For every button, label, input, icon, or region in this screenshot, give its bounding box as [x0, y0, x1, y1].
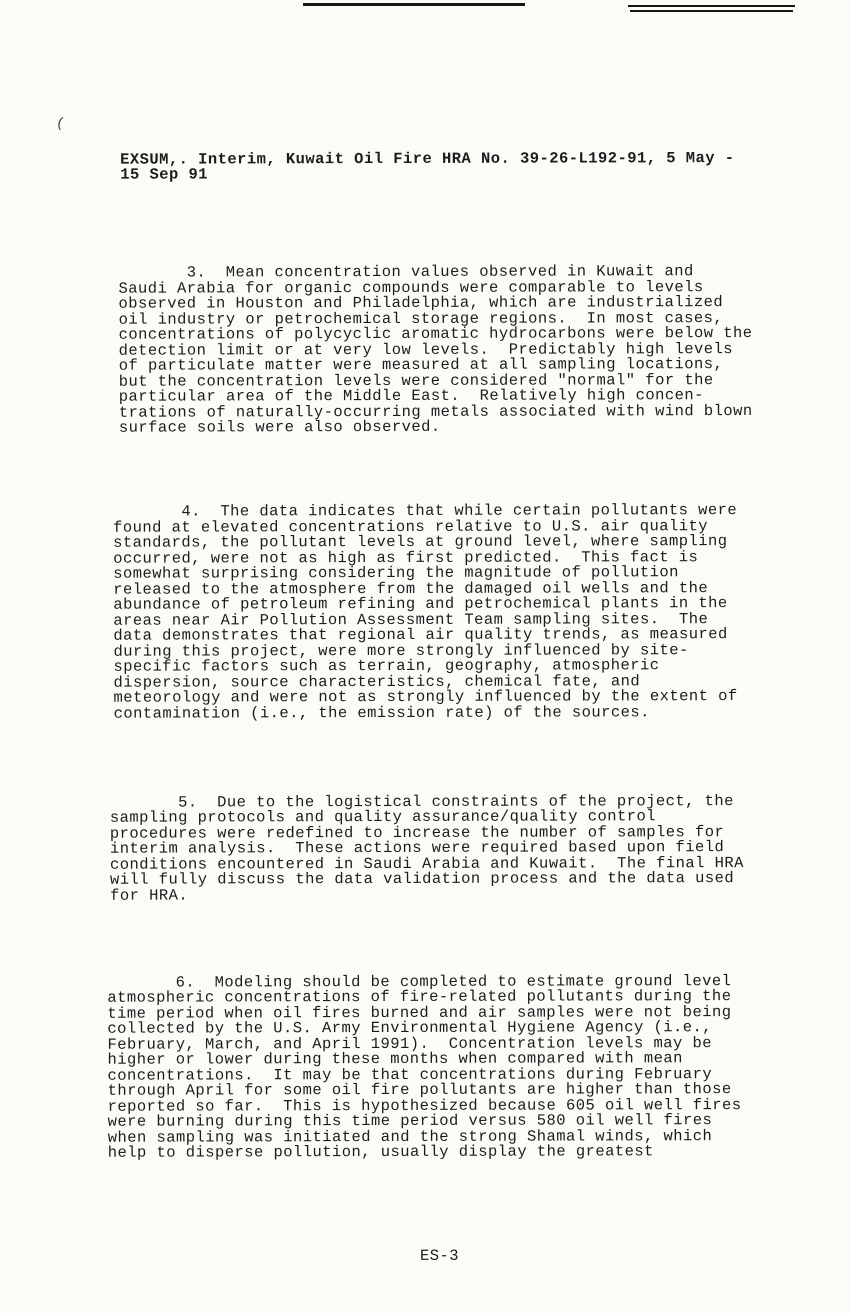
page-number: ES-3: [419, 1246, 460, 1265]
document-header: EXSUM,. Interim, Kuwait Oil Fire HRA No. 39-26-L192-91, 5 May - 15 Sep 91: [120, 148, 735, 184]
paragraph-4: 4. The data indicates that while certain pollutants were found at elevated concentrations relative to U.S. air quality standards, the pollutant levels at ground level, where sampling occurred, were not as high as first predicted. This fact is somewhat surprising considering the magnitude of pollution released to the atmosphere from the damaged oil wells and the abundance of petroleum refining and petrochemical plants in the areas near Air Pollution Assessment Team sampling sites. The data demonstrates that regional air quality trends, as measured during this project, were more strongly influenced by site- specific factors such as terrain, geography, atmospheric dispersion, source characteristics, chemical fate, and meteorology and were not as strongly influenced by the extent of contamination (i.e., the emission rate) of the sources.: [113, 501, 738, 723]
scan-artifact-margin-mark: (: [54, 115, 66, 133]
scan-artifact-top-line-right-upper: [628, 5, 795, 7]
document-content: [0, 104, 850, 1312]
scan-artifact-top-line-right-lower: [630, 10, 793, 12]
paragraph-5: 5. Due to the logistical constraints of the project, the sampling protocols and quality assurance/quality control procedures were redefined to increase the number of samples for interim analysis. These actions were required based upon field conditions encountered in Saudi Arabia and Kuwait. The final HRA will fully discuss the data validation process and the data used for HRA.: [109, 791, 744, 905]
scan-artifact-top-line-left: [303, 3, 525, 6]
paragraph-6: 6. Modeling should be completed to estimate ground level atmospheric concentrations of fire-related pollutants during the time period when oil fires burned and air samples were not being collected by the U.S. Army Environmental Hygiene Agency (i.e., February, March, and April 1991). Concentration levels may be higher or lower during these months when compared with mean concentrations. It may be that concentrations during February through April for some oil fire pollutants are higher than those reported so far. This is hypothesized because 605 oil well fires were burning during this time period versus 580 oil well fires when sampling was initiated and the strong Shamal winds, which help to disperse pollution, usually display the greatest: [107, 971, 742, 1162]
paragraph-3: 3. Mean concentration values observed in Kuwait and Saudi Arabia for organic compounds were comparable to levels observed in Houston and Philadelphia, which are industrialized oil industry or petrochemical storage regions. In most cases, concentrations of polycyclic aromatic hydrocarbons were below the detection limit or at very low levels. Predictably high levels of particulate matter were measured at all sampling locations, but the concentration levels were considered "normal" for the particular area of the Middle East. Relatively high concen- trations of naturally-occurring metals associated with wind blown surface soils were also observed.: [118, 262, 753, 437]
